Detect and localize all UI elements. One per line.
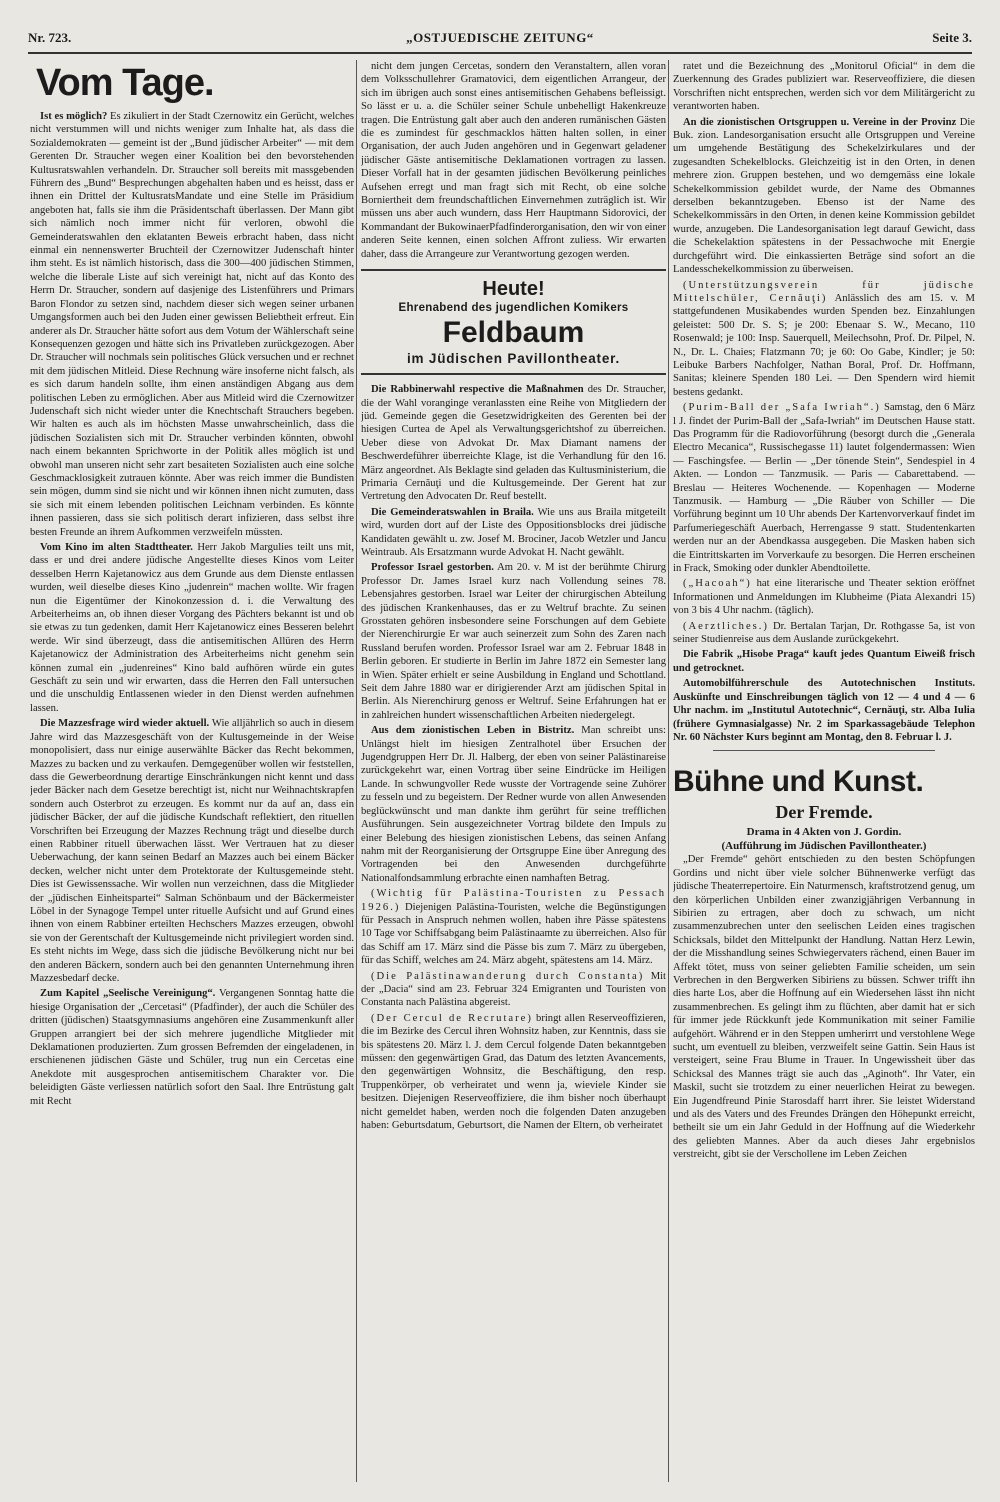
article-lead: Die Rabbinerwahl respective die Maßnahmen [371, 384, 584, 396]
article-lead: (Der Cercul de Recrutare) [371, 1012, 533, 1024]
article-ist-es-moeglich [30, 110, 354, 539]
notice-automobilfuehrerschule [673, 677, 975, 744]
article-lead: Professor Israel gestorben. [371, 562, 494, 574]
article-purim-ball [673, 401, 975, 575]
article-text: ratet und die Bezeichnung des „Monitorul Oficial“ in dem die Zuerkennung des Grades publiziert war. Reserveoffiziere, die diesen Vorschriften nicht entsprechen, werden sich vor dem Militärgericht zu verantworten haben. [673, 61, 975, 113]
review-venue: (Aufführung im Jüdischen Pavillontheater.) [721, 840, 927, 853]
article-unterstuetzungsverein [673, 279, 975, 400]
notice-text: Automobilführerschule des Autotechnischen Instituts. Auskünfte und Einschreibungen täglich von 12 — 4 und 4 — 6 Uhr nachm. im „Institutul Autotechnic“, Cernăuţi, str. Alba Iulia (frühere Gymnasialgasse) Nr. 2 im Sparkassagebäude Telephon Nr. 60 Nächster Kurs beginnt am Montag, den 8. Februar l. J. [673, 678, 975, 743]
masthead [28, 30, 972, 50]
article-text: Herr Jakob Margulies teilt uns mit, dass er und drei andere jüdische Angestellte dieses Kinos vom Leiter desselben Herrn Kajetanowicz aus dem Grunde aus dem Dienste entlassen wurden, weil dieselbe dieses Kino „judenrein“ machen wollte. Wir fragen nun die Eigentümer der Kinokonzession d. i. die Verwaltung des Arbeiterheims an, ob ihnen dieser Vorgang des Pächters bekannt ist und ob sie etwas zu tun gedenken, damit Herr Kajetanowicz eines Besseren belehrt werde. Wir sind überzeugt, dass die antisemitischen Allüren des Herrn Kajetanowicz der Administration des Arbeiterheims nicht genehm sein können zumal ein „judenreines“ Kino bald aufhören würde ein gutes Geschäft zu sein und wir erwarten, dass die Herren den Fall untersuchen und die unschuldig Entlassenen wieder in den Dienst werden aufnehmen lassen. [30, 542, 354, 714]
ad-line-heute: Heute! [482, 278, 545, 301]
article-cercul-de-recrutare [361, 1012, 666, 1133]
ad-line-ehrenabend: Ehrenabend des jugendlichen Komikers [398, 302, 629, 315]
article-lead: (Wichtig für Palästina-Touristen zu Pessach 1926.) [361, 888, 666, 913]
article-text: Vergangenen Sonntag hatte die hiesige Organisation der „Cercetasi“ (Pfadfinder), der auch die Schüler des dritten (jüdischen) Staatsgymnasiums angehören eine Zusammenkunft aller Gruppen arrangiert bei der sich mehrere jugendliche Mitglieder mit Deklamationen produzierten. Zum grossen Befremden der eingeladenen, in erschienenen jüdischen Gäste und Schüler, trug nun ein Cercetas eine Anekdote mit ausgesprochen antisemitischem Charakter vor. Die beleidigten Gäste verliessen natürlich sofort den Saal. Ihre Entrüstung galt mit Recht [30, 988, 354, 1107]
article-seelische-vereinigung [30, 987, 354, 1108]
article-text: nicht dem jungen Cercetas, sondern den Veranstaltern, allen voran dem Volksschullehrer Gramatovici, dem eigentlichen Arrangeur, der sich im übrigen auch sonst eines antisemitischen Gehabens befleissigt. So lässt er u. a. die Schüler seiner Schule unbehelligt Hakenkreuze tragen. Die Entrüstung galt aber auch den anderen rumänischen Gästen die es zumindest für geschmacklos hätten halten sollen, in einer Organisation, der auch Juden angehören und in Gegenwart geladener jüdischer Gäste antisemitische Deklamationen vortragen zu lassen. Dieser Vorfall hat in der gesamten jüdischen Bevölkerung peinliches Aufsehen erregt und man fragt sich mit Recht, ob eine solche Borniertheit dem freundschaftlichen Einvernehmen zuträglich ist. Wir müssen uns aber auch wundern, dass Herr Hauptmann Sidorovici, der Kommandant der BukowinaerPfadfinderorganisation, den wir von einer anderen Seite kennen, einen solchen Affront zuliess. Wir erwarten daher, dass die Arrangeure zur Verantwortung gezogen werden. [361, 61, 666, 260]
review-body [673, 853, 975, 1161]
article-aerztliches [673, 620, 975, 647]
article-text: bringt allen Reserveoffizieren, die im Bezirke des Cercul ihren Wohnsitz haben, zur Kenntnis, dass sie bis spätestens 20. März l. J. dem Cercul folgende Daten bekanntgeben müssen: den gegenwärtigen Grad, das Datum des letzten Avancements, den gegenwärtigen Wohnsitz, die Beschäftigung, den resp. Truppenkörper, ob verheiratet und wenn ja, wieviele Kinder sie besitzen. Diejenigen Reserveoffiziere, die ihm bisher noch überhaupt nicht gemeldet haben, werden noch die folgenden Daten anzugeben haben: Geburtsdatum, Geburtsort, die Namen der Eltern, ob verheiratet [361, 1012, 666, 1132]
article-zionistische-ortsgruppen [673, 116, 975, 277]
issue-number: Nr. 723. [28, 30, 72, 45]
article-lead: Vom Kino im alten Stadttheater. [40, 542, 193, 553]
article-text: Die Buk. zion. Landesorganisation ersucht alle Ortsgruppen und Vereine um umgehende Bestätigung des Schekelzirkulares und der zugesandten Schekelblocks. Gleichzeitig ist in den Orten, in denen mehrere zion. Gruppen bestehen, und wo demgemäss eine lokale Schekelkommission gebildet wurde, der Name des Obmannes derselben bekanntzugeben. Ebenso ist der Name des Schekelkommissärs in den Orten, in denen keine Kommission gebildet wurde, anzugeben. Die Landesorganisation legt darauf Gewicht, dass die Schekelaktion spätestens in der Pessachwoche mit Energie durchgeführt wird. Die einkassierten Beträge sind sofort an die Landesschekelkommission zu überweisen. [673, 116, 975, 276]
article-mazzesfrage [30, 717, 354, 985]
article-text: Dr. Bertalan Tarjan, Dr. Rothgasse 5a, ist von seiner Studienreise aus dem Auslande zurückgekehrt. [673, 620, 975, 646]
newspaper-title: „OSTJUEDISCHE ZEITUNG“ [406, 30, 594, 45]
article-text: Anlässlich des am 15. v. M stattgefundenen Musikabendes wurden Spenden bez. Einzahlungen geleistet: 500 Dr. S. S; je 200: Ebenaar S. W., Mecano, 110 Rosenwald; je 100: Insp. Sauerquell, Meilechsohn, Prof. Dr. Pilpel, N. N., Dr. L. Chaies; Flatzmann 70; je 60: Oo Gabe, Kindler; je 50: Leibuke Barbers Nachfolger, Nathan Boral, Prof. Dr. Hoffmann, Sanitas; kleinere Spenden 180 Lei. — Den Spendern wird hiemit bestens gedankt. [673, 292, 975, 398]
ad-line-pavillontheater: im Jüdischen Pavillontheater. [406, 351, 620, 367]
article-lead: Die Gemeinderatswahlen in Braila. [371, 506, 534, 518]
article-lead: Aus dem zionistischen Leben in Bistritz. [371, 725, 575, 737]
article-bistritz [361, 724, 666, 885]
article-text: Mit der „Dacia“ sind am 23. Februar 324 Emigranten und Touristen von Constanta nach Palästina abgereist. [361, 970, 666, 1009]
article-text: Man schreibt uns: Unlängst hielt im hiesigen Zentralhotel über Ersuchen der Jugendgruppen Herr Dr. Jl. Halberg, der eben von seiner Palästinareise zurückgekehrt war, einen Vortrag über seine Eindrücke im Heiligen Lande. In schwungvoller Rede wusste der Vortragende seine Zuhörer zu fesseln und zu begeistern. Der Redner wurde von allen Anwesenden beglückwünscht und man dankte ihm gerührt für seine trefflichen Ausführungen. Sein ausgezeichneter Vortrag bildete den Impuls zu einer Belebung des hiesigen zionistischen Lebens, das seinen Anfang nahm mit der Reorganisierung der Ortsgruppe Eine über Anregung des Vortragenden bei den Anwesenden durchgeführte Nationalfondsammlung erbrachte einen namhaften Betrag. [361, 725, 666, 884]
column-3 [673, 60, 975, 1490]
article-lead: (Unterstützungsverein für jüdische Mittelschüler, Cernăuţi) [673, 279, 975, 304]
article-lead: Die Mazzesfrage wird wieder aktuell. [40, 718, 210, 730]
advertisement-feldbaum [361, 269, 666, 375]
ad-line-feldbaum: Feldbaum [442, 316, 585, 350]
article-vom-kino [30, 541, 354, 715]
article-lead: (Purim-Ball der „Safa Iwriah“.) [683, 402, 881, 414]
article-text: Wie uns aus Braila mitgeteilt wird, wurden dort auf der Liste des Oppositionsblocks drei jüdische Kandidaten gewählt u. zw. Josef M. Brociner, Jacob Wetzler und Jancu Weintraub. Als Ersatzmann wurde Advokat H. Nacht gewählt. [361, 506, 666, 558]
article-lead: („Hacoah“) [683, 578, 752, 590]
masthead-rule [28, 52, 972, 54]
column-divider-1 [356, 60, 357, 1482]
notice-hisobe-praga [673, 648, 975, 675]
article-lead: (Aerztliches.) [683, 620, 769, 632]
review-subtitle: Drama in 4 Akten von J. Gordin. [746, 826, 902, 839]
article-professor-israel [361, 561, 666, 722]
column-2 [361, 60, 666, 1490]
article-text: Wie alljährlich so auch in diesem Jahre wird das Mazzesgeschäft von der Kultusgemeinde in der Weise monopolisiert, dass nur einige auserwählte Bäcker das Recht bekommen, Mazzes zu backen und zu verkaufen. Demgegenüber wollen wir feststellen, dass die Gewerbeordnung derartige Einschränkungen nicht kennt und dass jeder Bäcker nach dem Gesetze berechtigt ist, nicht nur Weihnachtskrapfen sondern auch Osterbrot zu erzeugen. Es kommt nur da auf an, dass ein jüdischer Bäcker, der auf die jüdische Kundschaft reflektiert, den rituellen Vorschriften bei Erzeugung der Mazzes Rechnung trägt und dieselbe durch einen Rabbiner rituell überwachen lässt. Wer Vertrauen hat zu dieser Ueberwachung, der kann seinen Bedarf an Mazzes auch bei einem Bäcker decken, welcher nicht unter dem Protektorate der Kultusgemeinde steht. Dies ist Gewissenssache. Wir wollen nun verzeichnen, dass die Mitglieder der „jüdischen Einheitspartei“ Salman Schönbaum und der Bäckermeister Löbel in der Synagoge Tempel unter rituelle Aufsicht und auf Grund eines ihnen von einem Rabbiner erteilten Hechschers Mazzes erzeugen, obwohl sie von der Gerentschaft der Kultusgemeinde nicht privilegiert worden sind. Es steht nichts im Wege, dass sich die jüdische Bevölkerung nicht nur bei den anderen Bäckern, sondern auch bei den genannten Unternehmung ihren Mazzesbedarf decke. [30, 718, 354, 984]
article-text: Es zikuliert in der Stadt Czernowitz ein Gerücht, welches nicht verstummen will und nichts weniger zum Inhalte hat, als dass die Sozialdemokraten — gemeint ist der „Bund jüdischer Arbeiter“ — mit dem Gerenten Dr. Straucher wegen einer Koalition bei den bevorstehenden Kultusratswahlen verhandeln. Dr. Straucher soll bereits mit massgebenden Führern des „Bund“ Besprechungen abgehalten haben und es heisst, dass er ihnen ein Drittel der KultusratsMandate und eine Stelle im Präsidium angeboten hat, falls sie ihm die Präsidentschaft überlassen. Der Mann gibt sich nämlich noch immer nicht für verloren, obwohl die Gemeinderatswahlen den eklatanten Beweis erbracht haben, dass nicht einmal ein nennenswerter Bruchteil der Czernowitzer Judenschaft hinter ihm steht. Es ist nämlich historisch, dass die 300—400 jüdischen Stimmen, welche die liberale Liste auf sich vereinigt hat, nicht auf das Konto des Herrn Dr. Straucher, sondern auf dasjenige des Listenführers und Primars Baron Flondor zu setzen sind, nachdem dieser sich wegen seiner urbanen Umgangsformen auch bei den Juden einer gewissen Beliebtheit erfreut. Ein anderer als Dr. Straucher hätte sofort aus dem Votum der Wählerschaft seine Konsequenzen gezogen und hätte sich ins Privatleben zurückgezogen. Aber Dr. Straucher will nochmals sein politisches Glück versuchen und er rechnet mit dem jüdischen Mitleid. Diese Rechnung wäre insoferne nicht falsch, als es sich darum handeln sollte, ihm einen anständigen Abgang aus dem politischen Leben zu ermöglichen. Aber aus Mitleid wird die Czernowitzer Judenschaft sich nicht wieder unter die Knechtschaft Strauchers begeben. Wir halten es auch als im höchsten Masse unwahrscheinlich, dass die jüdischen Sozialisten sich mit Dr. Straucher verbinden könnten, obwohl nach einem bekannten Sprichworte in der Politik alles möglich ist und obwohl man unseren nicht sehr zart besaiteten Sozialisten auch eine solche Geschmacklosigkeit zutrauen könnte. Aber was reich immer die Bundisten sein mögen, dumm sind sie nicht und wir können ihnen nicht zumuten, dass sie sich mit einem lebenden politischen Leichnam verbinden. Es könnte ihnen passieren, dass sie sich politisch derart infizieren, dass selbst ihre besten Freunde an ihrem Aufkommen verzweifeln müssten. [30, 111, 354, 538]
article-continuation [673, 60, 975, 114]
section-headline-buehne-und-kunst: Bühne und Kunst. [673, 765, 924, 799]
article-text: des Dr. Straucher, die der Wahl voranginge veranlassten eine Reihe von Mitgliedern der jüd. Gemeinde gegen die Gesetzwidrigkeiten des Gerenten bei der hiesigen Curtea de Apel als Verwaltungsgerichtshof zu überreichen. Ueber diese von Advokat Dr. Max Diamant namens der Beschwerdeführer überreichte Klage, ist die Verhandlung für den 16. März angeordnet. Als Beklagte sind geladen das Kultusministerium, die Primaria Cernăuţi und die Kultusgemeinde. Der Gerent hat zur Vertretung den Advocaten Dr. Reuf bestellt. [361, 384, 666, 503]
article-text: hat eine literarische und Theater sektion eröffnet Informationen und Anmeldungen im Klubheime (Piata Alexandri 15) von 3 bis 4 Uhr nachm. (täglich). [673, 578, 975, 617]
article-rabbinerwahl [361, 383, 666, 504]
article-continuation [361, 60, 666, 261]
review-text: „Der Fremde“ gehört entschieden zu den besten Schöpfungen Gordins und nicht über viele solcher Bühnenwerke verfügt das jüdische Theaterrepertoire. Ein Naturmensch, kraftstrotzend genug, um den körperlichen Unbilden einer zwanzigjährigen Verbannung in Sibirien zu ertragen, aber doch zu schwach, um nicht zusammenzubrechen unter den seelischen Leiden eines tragischen Schicksals, bildet den Mittelpunkt der Handlung. Nattan Herz Lewin, der die Misshandlung seines Schwiegervaters rächend, einen Bauer im Affekt tötet, muss von seiner geliebten Familie scheiden, um sein Verbrechen in den Bergwerken Sibiriens zu büssen. Schwer trifft ihn dies harte Los, aber die Hoffnung auf ein Wiedersehen lässt ihn nicht zusammenbrechen. Es gelingt ihm zu flüchten, aber damit hat er sich für immer jede Rückkunft jede Kommunikation mit seiner Familie aufgehört. Während er in den Steppen umherirrt und verstohlene Wege sucht, um eventuell zu bleiben, verzweifelt seine Gattin. Sein Haus ist versteigert, seine Frau Blume in Trauer. In Ungewissheit über das Schicksal des Mannes trägt sie auch das „Aginoth“. Ihr Vater, ein Maskil, sucht sie trotzdem zu einer neuerlichen Heirat zu bewegen. Ein Jugendfreund Pinie Starosdaff harrt ihrer. Sie leistet Widerstand und als des Vaters und des Freundes Drängen den Höhepunkt erreicht, betheilt sie um ein Jahr Geduld in der Hoffnung auf die Wiederkehr des geliebten Mannes. Aber da auch dieses Jahr ergebnislos verstreicht, gibt sie der Verschollene im Leben Zeichen [673, 854, 975, 1161]
article-lead: (Die Palästinawanderung durch Constanta) [371, 970, 645, 982]
section-headline-vom-tage: Vom Tage. [36, 62, 214, 104]
article-lead: Zum Kapitel „Seelische Vereinigung“. [40, 988, 216, 1000]
article-text: Am 20. v. M ist der berühmte Chirurg Professor Dr. James Israel kurz nach Vollendung seines 78. Lebensjahres gestorben. Israel war Leiter der chirurgischen Abteilung des jüdischen Krankenhauses, das er zu Weltruf brachte. Zu seinen Grosstaten gehören insbesondere seine Forschungen auf dem Gebiete der Nierenchirurgie Er war auch seinerzeit zum Sohn des Zaren nach Russland berufen worden. Professor Israel war am 2. Februar 1848 in Berlin geboren. Er studierte in Berlin im Jahre 1872 ein Semester lang in Wien. Später erhielt er seine Ausbildung in England und Schottland. Seit dem Jahre 1880 war er dirigierender Arzt am jüdischen Spital in Berlin. Als Nierenchirurg genoss er Weltruf. Seine Erfahrungen hat er in zahlreichen hundert wissenschaftlichen Arbeiten niedergelegt. [361, 562, 666, 721]
separator-rule [713, 750, 935, 751]
article-text: Samstag, den 6 März l J. findet der Purim-Ball der „Safa-Iwriah“ im Deutschen Hause statt. Das Programm für die Radiovorführung (besorgt durch die „Generala Electro Mecanica“, Russischegasse 11) lautet folgendermassen: Wien — Faschingsfee. — Berlin — „Der tönende Stein“, Sendespiel in 4 Akten. — London — Tanzmusik. — Paris — Cabarettabend. — Breslau — Heiteres Wochenende. — Kopenhagen — Moderne Tanzmusik. — Hamburg — „Die Räuber von Schiller — Die Vorführung beginnt um 10 Uhr abends Der Kartenvorverkauf findet im Parfumeriegeschäft Auerbach, Herrengasse 9 statt. Studentenkarten werden nur an der Abendkassa ausgegeben. Die Masken haben sich die Eintrittskarten im Vorverkaufe zu besorgen. Die Herren erscheinen in Frack, Smoking oder dunkler Abendtoilette. [673, 402, 975, 575]
notice-text: Die Fabrik „Hisobe Praga“ kauft jedes Quantum Eiweiß frisch und getrocknet. [673, 649, 975, 674]
article-text: Diejenigen Palästina-Touristen, welche die Begünstigungen für Pessach in Anspruch nehmen wollen, haben ihre Pässe spätestens 10 Tage vor Schiffsabgang beim Palästinaamte zu überreichen. Also für das Schiff am 17. März sind die Pässe bis zum 7. März zu übergeben, für das Schiff, welches am 24. März abgeht, spätestens am 14. März. [361, 901, 666, 967]
article-palaestinawanderung [361, 970, 666, 1010]
article-braila [361, 506, 666, 560]
column-divider-2 [668, 60, 669, 1482]
article-hacoah [673, 577, 975, 617]
column-1 [30, 60, 354, 1490]
article-lead: Ist es möglich? [40, 111, 108, 122]
review-title: Der Fremde. [775, 802, 873, 823]
article-lead: An die zionistischen Ortsgruppen u. Vereine in der Provinz [683, 116, 957, 128]
article-palaestina-touristen [361, 887, 666, 967]
page-number: Seite 3. [932, 30, 972, 45]
